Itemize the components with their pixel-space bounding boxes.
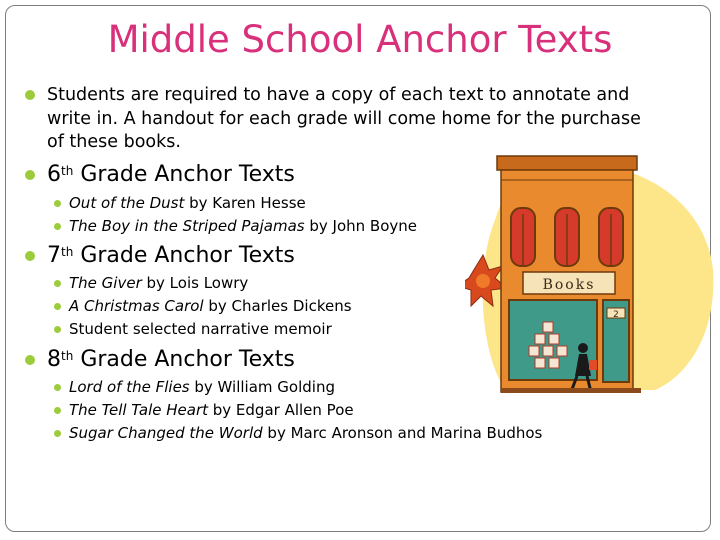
book-author: by Marc Aronson and Marina Budhos	[262, 424, 543, 442]
grade-label: Grade Anchor Texts	[80, 243, 295, 268]
book-item	[69, 216, 417, 236]
sub-bullet-icon	[54, 384, 61, 391]
sub-bullet-icon	[54, 200, 61, 207]
book-title: Lord of the Flies	[69, 378, 190, 396]
bullet-icon	[25, 90, 35, 100]
grade-label: Grade Anchor Texts	[80, 347, 295, 372]
building-roof	[497, 156, 637, 170]
sub-bullet-icon	[54, 280, 61, 287]
grade-suffix: th	[61, 245, 74, 259]
door-number: 2	[613, 310, 619, 320]
grade-heading-6	[47, 161, 295, 189]
book-author: by William Golding	[189, 378, 335, 396]
book-author: by Charles Dickens	[203, 297, 352, 315]
book-item	[69, 319, 332, 339]
book-author: by Edgar Allen Poe	[208, 401, 354, 419]
slide-title: Middle School Anchor Texts	[107, 18, 613, 61]
bookstore-illustration	[465, 150, 715, 410]
book-title: Out of the Dust	[69, 194, 185, 212]
book-item	[69, 193, 306, 213]
book-author: Student selected narrative memoir	[69, 320, 332, 338]
sub-bullet-icon	[54, 303, 61, 310]
bullet-icon	[25, 355, 35, 365]
grade-suffix: th	[61, 164, 74, 178]
intro-text: Students are required to have a copy of each text to annotate and write in. A handout for each grade will come home for the purchase of these books.	[47, 85, 641, 152]
sub-bullet-icon	[54, 326, 61, 333]
grade-label: Grade Anchor Texts	[80, 162, 295, 187]
book-title: The Giver	[69, 274, 142, 292]
store-sign-text: Books	[542, 277, 596, 293]
bullet-icon	[25, 170, 35, 180]
book-item	[69, 296, 352, 316]
book-author: by John Boyne	[304, 217, 418, 235]
book-title: The Boy in the Striped Pajamas	[69, 217, 305, 235]
book-title: The Tell Tale Heart	[69, 401, 208, 419]
grade-number: 8	[47, 347, 61, 372]
grade-number: 7	[47, 243, 61, 268]
book-author: by Karen Hesse	[184, 194, 306, 212]
grade-heading-7	[47, 242, 295, 270]
bullet-icon	[25, 251, 35, 261]
book-title: Sugar Changed the World	[69, 424, 263, 442]
book-item	[69, 377, 335, 397]
sun-icon	[476, 274, 490, 288]
upper-windows	[511, 208, 623, 266]
book-item	[69, 400, 354, 420]
grade-number: 6	[47, 162, 61, 187]
book-item	[69, 273, 248, 293]
book-item	[69, 423, 542, 443]
sub-bullet-icon	[54, 223, 61, 230]
book-title: A Christmas Carol	[69, 297, 204, 315]
sub-bullet-icon	[54, 407, 61, 414]
book-author: by Lois Lowry	[141, 274, 249, 292]
grade-heading-8	[47, 346, 295, 374]
grade-suffix: th	[61, 349, 74, 363]
sub-bullet-icon	[54, 430, 61, 437]
sidewalk	[501, 388, 641, 393]
